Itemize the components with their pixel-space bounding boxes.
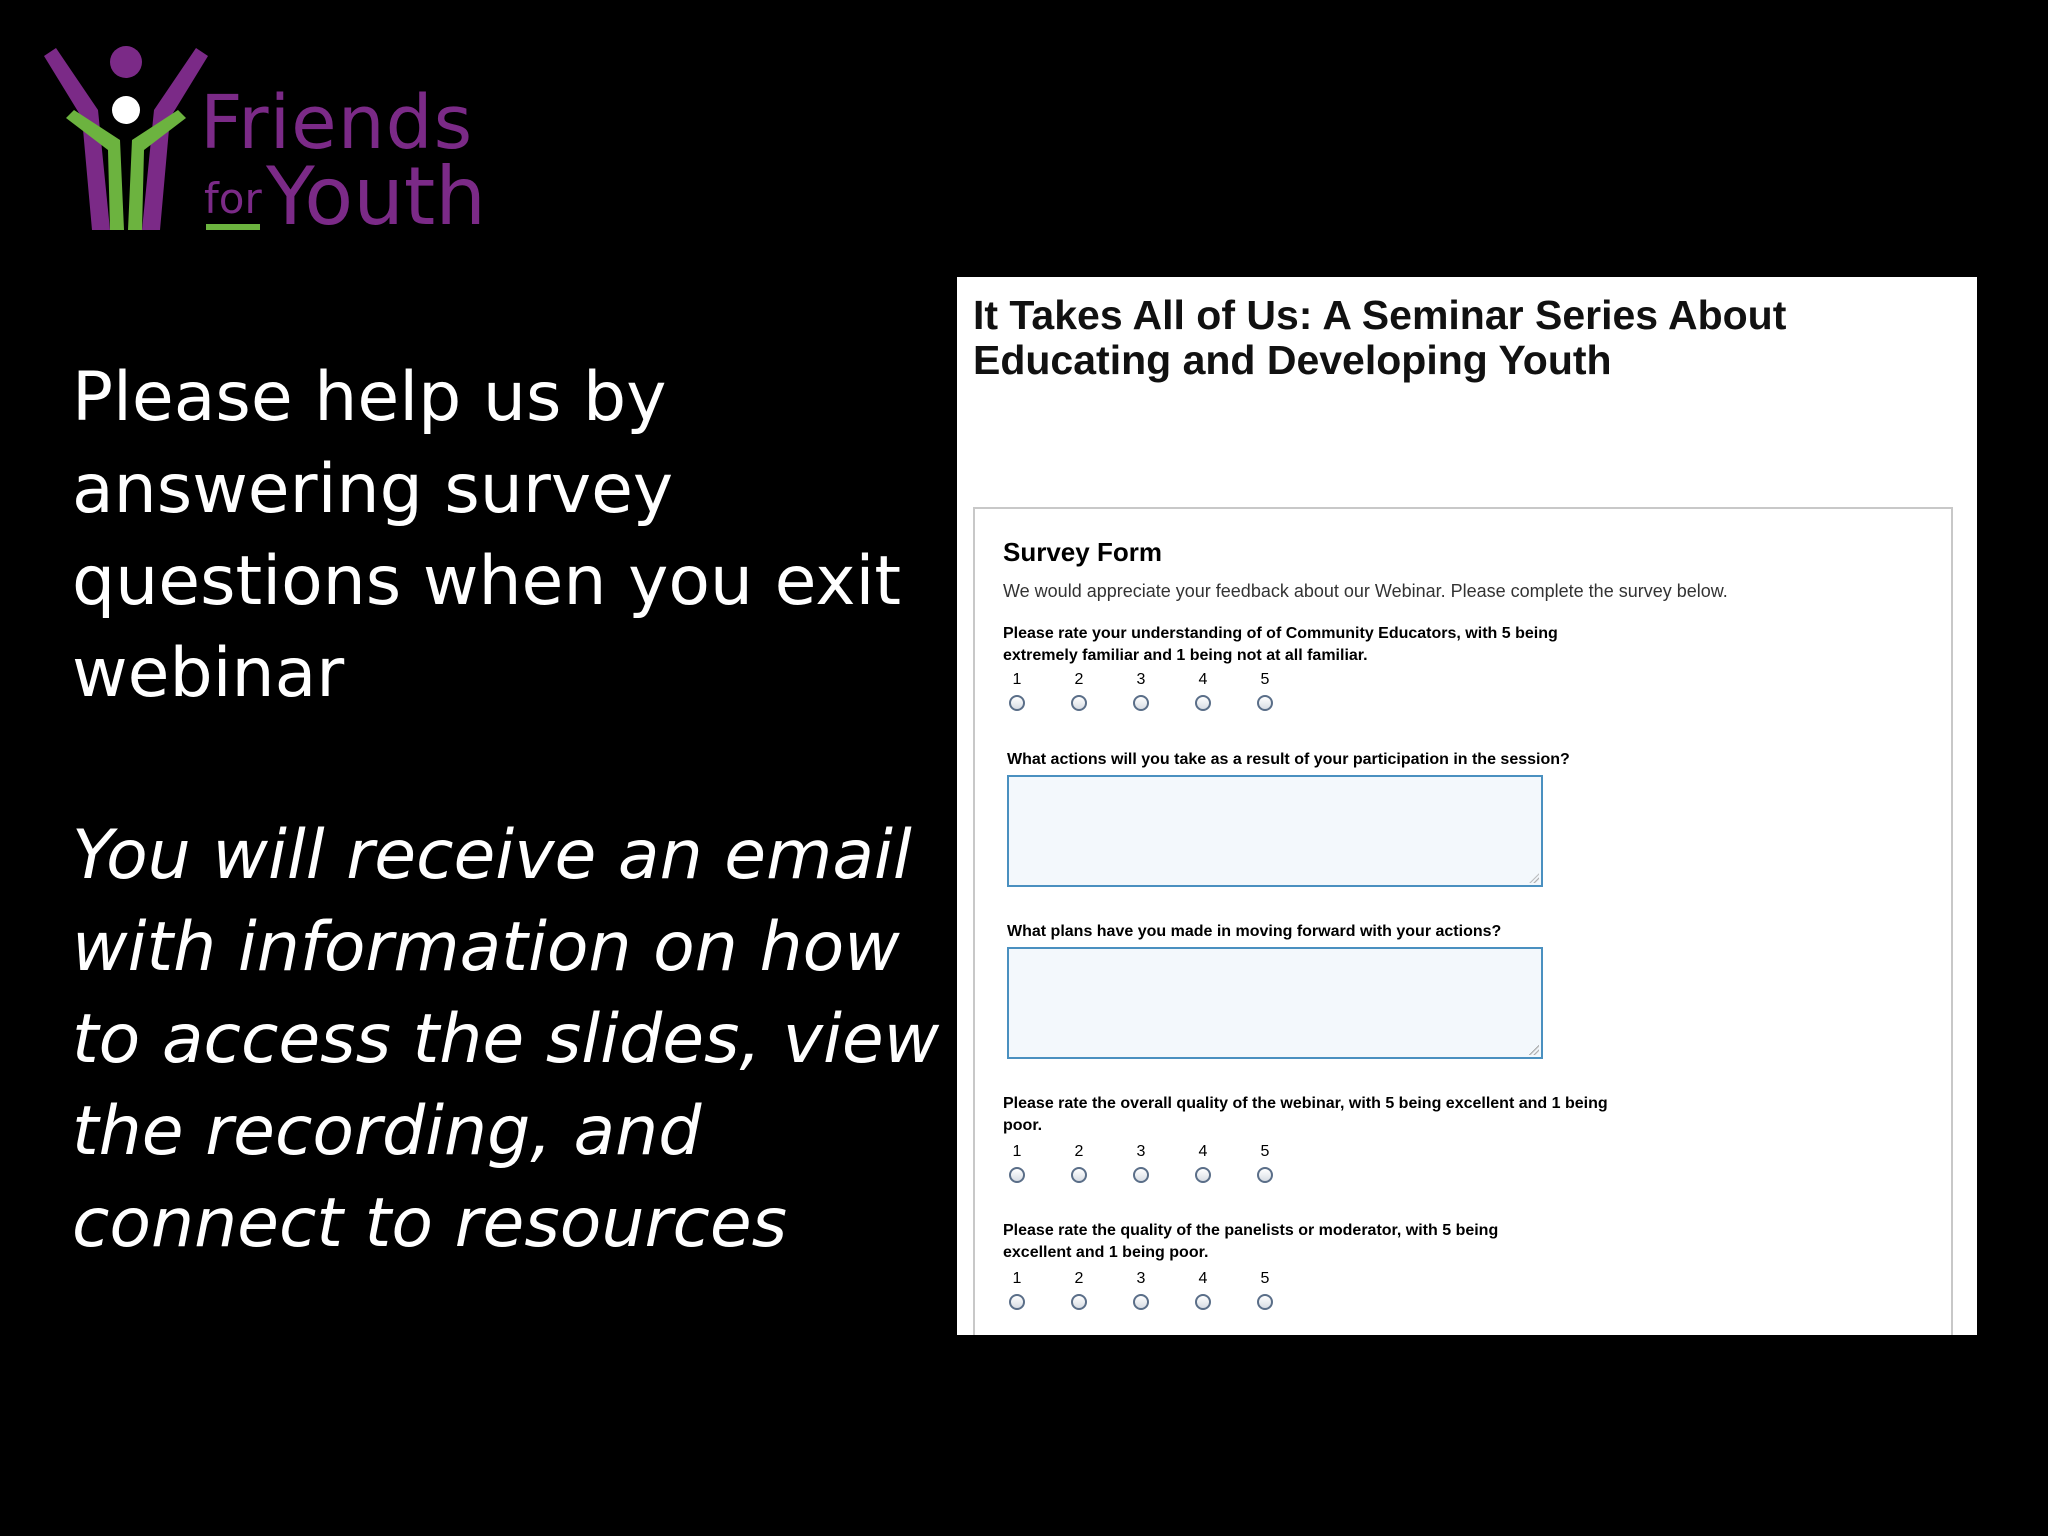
radio-3[interactable]	[1133, 695, 1149, 711]
question-actions: What actions will you take as a result of your participation in the session?	[1007, 751, 1570, 768]
form-title: Survey Form	[1003, 537, 1162, 567]
rating-label: 3	[1136, 671, 1146, 688]
question-panelists-quality: Please rate the quality of the panelists or moderator, with 5 being excellent and 1 being poor.	[1003, 1222, 1499, 1261]
radio-1[interactable]	[1009, 1167, 1025, 1183]
rating-understanding	[1003, 671, 1303, 721]
radio-5[interactable]	[1257, 695, 1273, 711]
rating-label: 3	[1136, 1143, 1146, 1160]
survey-request-text: Please help us by answering survey questions when you exit webinar	[72, 358, 902, 713]
rating-label: 2	[1074, 1143, 1084, 1160]
question-plans: What plans have you made in moving forward with your actions?	[1007, 923, 1502, 940]
radio-2[interactable]	[1071, 695, 1087, 711]
question-webinar-quality: Please rate the overall quality of the webinar, with 5 being excellent and 1 being poor.	[1003, 1095, 1608, 1134]
rating-label: 1	[1012, 1143, 1022, 1160]
actions-textarea[interactable]	[1007, 775, 1543, 887]
radio-3[interactable]	[1133, 1294, 1149, 1310]
logo-figure-icon	[38, 40, 218, 235]
rating-label: 4	[1198, 671, 1208, 688]
radio-1[interactable]	[1009, 1294, 1025, 1310]
rating-label: 5	[1260, 671, 1270, 688]
rating-panelists-quality	[1003, 1270, 1303, 1320]
rating-label: 2	[1074, 1270, 1084, 1287]
radio-5[interactable]	[1257, 1294, 1273, 1310]
logo-text-youth: Youth	[266, 150, 486, 243]
radio-4[interactable]	[1195, 695, 1211, 711]
radio-3[interactable]	[1133, 1167, 1149, 1183]
rating-webinar-quality	[1003, 1143, 1303, 1193]
rating-label: 2	[1074, 671, 1084, 688]
resize-grip-icon[interactable]	[1529, 873, 1539, 883]
rating-label: 1	[1012, 671, 1022, 688]
radio-2[interactable]	[1071, 1167, 1087, 1183]
friends-for-youth-logo	[38, 40, 486, 243]
plans-textarea[interactable]	[1007, 947, 1543, 1059]
radio-1[interactable]	[1009, 695, 1025, 711]
rating-label: 1	[1012, 1270, 1022, 1287]
logo-text-friends: Friends	[200, 80, 474, 166]
seminar-series-title: It Takes All of Us: A Seminar Series About Educating and Developing Youth	[973, 292, 1787, 383]
radio-4[interactable]	[1195, 1294, 1211, 1310]
rating-label: 4	[1198, 1270, 1208, 1287]
logo-text-for: for	[204, 174, 262, 223]
radio-4[interactable]	[1195, 1167, 1211, 1183]
form-intro: We would appreciate your feedback about our Webinar. Please complete the survey below.	[1003, 581, 1728, 601]
resize-grip-icon[interactable]	[1529, 1045, 1539, 1055]
rating-label: 4	[1198, 1143, 1208, 1160]
radio-5[interactable]	[1257, 1167, 1273, 1183]
rating-label: 5	[1260, 1270, 1270, 1287]
question-understanding: Please rate your understanding of of Community Educators, with 5 being extremely familiar and 1 being not at all familiar.	[1003, 625, 1558, 664]
rating-label: 3	[1136, 1270, 1146, 1287]
logo-underline	[206, 224, 260, 230]
email-info-text: You will receive an email with information on how to access the slides, view the recording, and connect to resources	[72, 816, 940, 1263]
survey-form	[973, 507, 1953, 1335]
radio-2[interactable]	[1071, 1294, 1087, 1310]
rating-label: 5	[1260, 1143, 1270, 1160]
survey-form-screenshot	[957, 277, 1977, 1335]
